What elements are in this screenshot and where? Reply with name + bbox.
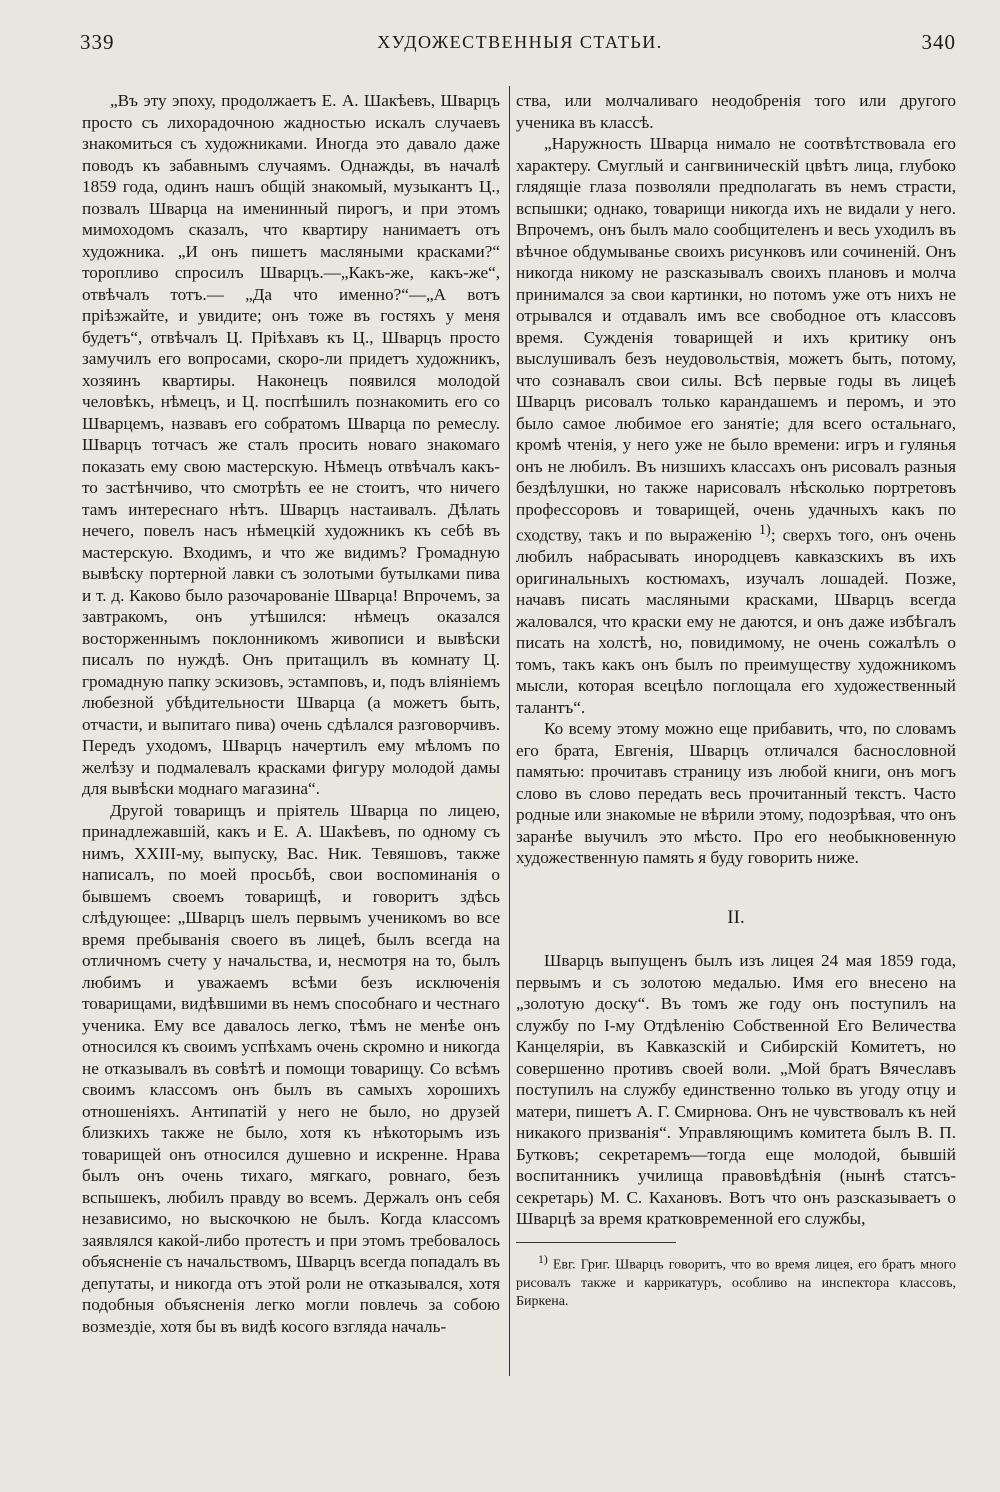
page-number-right: 340 (921, 30, 956, 54)
running-title: ХУДОЖЕСТВЕННЫЯ СТАТЬИ. (377, 32, 663, 52)
right-column (516, 90, 956, 1312)
paragraph: Другой товарищъ и пріятель Шварца по лицею, принадлежавшій, какъ и Е. А. Шакѣевъ, по одному съ нимъ, XXIII-му, выпуску, Вас. Ник. Тевяшовъ, также написалъ, по моей просьбѣ, свои воспоминанія о бывшемъ своемъ товарищѣ, и говоритъ здѣсь слѣдующее: „Шварцъ шелъ первымъ ученикомъ во все время пребыванія своего въ лицеѣ, былъ всегда на отличномъ счету у начальства, и, несмотря на то, былъ любимъ и уважаемъ всѣми безъ исключенія товарищами, видѣвшими въ немъ способнаго и честнаго ученика. Ему все давалось легко, тѣмъ не менѣе онъ относился къ своимъ успѣхамъ очень скромно и никогда не отказывалъ въ совѣтѣ и помощи товарищу. Со всѣмъ своимъ классомъ онъ былъ въ самыхъ хорошихъ отношеніяхъ. Антипатій у него не было, но друзей близкихъ также не было, хотя къ нѣкоторымъ изъ товарищей онъ относился душевно и искренне. Нрава былъ онъ очень тихаго, мягкаго, ровнаго, безъ вспышекъ, любилъ правду во всемъ. Держалъ онъ себя независимо, но выскочкою не былъ. Когда классомъ заявлялся какой-либо протестъ и при этомъ требовалось объясненіе съ начальствомъ, Шварцъ всегда попадалъ въ депутаты, и никогда отъ этой роли не отказывался, хотя подобныя объясненія легко могли повлечь за собою возмездіе, хотя бы въ видѣ косого взгляда началь- (82, 800, 500, 1336)
page-number-left: 339 (80, 30, 115, 54)
paragraph-text: „Наружность Шварца нимало не соотвѣтствовала его характеру. Смуглый и сангвиническій цвѣтъ лица, глубоко глядящіе глаза позволяли предполагать въ немъ страсти, вспышки; однако, товарищи никогда ихъ не видали у него. Впрочемъ, онъ былъ мало сообщителенъ и весь уходилъ въ вѣчное обдумыванье своихъ рисунковъ или сочиненій. Онъ никогда никому не разсказывалъ своихъ плановъ и молча принимался за свои картинки, но потомъ уже отъ нихъ не отрывался и отдавалъ имъ все свободное отъ классовъ время. Сужденія товарищей и ихъ критику онъ выслушивалъ безъ неудовольствія, можетъ быть, потому, что сознавалъ свои силы. Всѣ первые годы въ лицеѣ Шварцъ рисовалъ только карандашемъ и перомъ, и это было самое любимое его занятіе; для всего остальнаго, кромѣ чтенія, у него уже не было времени: игръ и гулянья онъ не любилъ. Въ низшихъ классахъ онъ рисовалъ разныя бездѣлушки, но также нарисовалъ нѣсколько портретовъ профессоровъ и товарищей, очень удачныхъ какъ по сходству, такъ и по выраженію (516, 134, 956, 545)
footnote-text: Евг. Григ. Шварцъ говоритъ, что во время лицея, его братъ много рисовалъ также и каррикатуръ, особливо на инспектора классовъ, Биркена. (516, 1257, 957, 1310)
paragraph: „Въ эту эпоху, продолжаетъ Е. А. Шакѣевъ, Шварцъ просто съ лихорадочною жадностью искалъ случаевъ знакомиться съ художниками. Иногда это давало даже поводъ къ забавнымъ случаямъ. Однажды, въ началѣ 1859 года, одинъ нашъ общій знакомый, музыкантъ Ц., позвалъ Шварца на именинный пирогъ, и при этомъ мимоходомъ сказалъ, что квартиру нанимаетъ отъ художника. „И онъ пишетъ масляными красками?“ торопливо спросилъ Шварцъ.—„Какъ-же, какъ-же“, отвѣчалъ тотъ.— „Да что именно?“—„А вотъ пріѣзжайте, и увидите; онъ тоже въ гостяхъ у меня будетъ“, отвѣчалъ Ц. Пріѣхавъ къ Ц., Шварцъ просто замучилъ его вопросами, скоро-ли придетъ художникъ, хозяинъ квартиры. Наконецъ появился молодой человѣкъ, нѣмецъ, и Ц. поспѣшилъ познакомить его со Шварцемъ, назвавъ его собратомъ Шварца по ремеслу. Шварцъ тотчасъ же сталъ просить новаго знакомаго показать ему свою мастерскую. Нѣмецъ отвѣчалъ какъ-то застѣнчиво, что смотрѣть ее не стоитъ, что ничего тамъ интереснаго нѣтъ. Шварцъ настаивалъ. Дѣлать нечего, повелъ насъ нѣмецкій художникъ къ себѣ въ мастерскую. Входимъ, и что же видимъ? Громадную вывѣску портерной лавки съ золотыми бутылками пива и т. д. Каково было разочарованіе Шварца! Впрочемъ, за завтракомъ, онъ утѣшился: нѣмецъ оказался восторженнымъ поклонникомъ живописи и вывѣски писалъ по нуждѣ. Онъ притащилъ въ комнату Ц. громадную папку эскизовъ, эстамповъ, и, подъ вліяніемъ любезной убѣдительности Шварца (а можетъ быть, отчасти, и выпитаго пива) очень сдѣлался разговорчивъ. Передъ уходомъ, Шварцъ начертилъ ему мѣломъ по желѣзу и подмалевалъ красками фигуру молодой дамы для вывѣски моднаго магазина“. (82, 91, 500, 798)
paragraph (516, 133, 956, 718)
paragraph-text: ; сверхъ того, онъ очень любилъ набрасывать инородцевъ кавказскихъ въ ихъ оригинальныхъ костюмахъ, изучалъ лошадей. Позже, начавъ писать масляными красками, Шварцъ всегда жаловался, что краски ему не даются, и онъ даже избѣгалъ писать на холстѣ, но, повидимому, не очень сожалѣлъ о томъ, такъ какъ онъ былъ по преимуществу художникомъ мысли, которая всецѣло поглощала его художественный талантъ“. (516, 525, 957, 717)
paragraph: Шварцъ выпущенъ былъ изъ лицея 24 мая 1859 года, первымъ и съ золотою медалью. Имя его внесено на „золотую доску“. Въ томъ же году онъ поступилъ на службу по I-му Отдѣленію Собственной Его Величества Канцеляріи, въ Кавказскій и Сибирскій Комитетъ, но совершенно противъ своей воли. „Мой братъ Вячеславъ поступилъ на службу единственно только въ угоду отцу и матери, пишетъ А. Г. Смирнова. Онъ не чувствовалъ къ ней никакого призванія“. Управляющимъ комитета былъ В. П. Бутковъ; секретаремъ—тогда еще молодой, бывшій воспитанникъ училища правовѣдѣнія (нынѣ статсъ-секретарь) М. С. Кахановъ. Вотъ что онъ разсказываетъ о Шварцѣ за время кратковременной его службы, (516, 951, 956, 1229)
paragraph: Ко всему этому можно еще прибавить, что, по словамъ его брата, Евгенія, Шварцъ отличался баснословной памятью: прочитавъ страницу изъ любой книги, онъ могъ слово въ слово передать весь прочитанный текстъ. Часто родные или знакомые не вѣрили этому, подозрѣвая, что онъ заранѣе выучилъ это мѣсто. Про его необыкновенную художественную память я буду говорить ниже. (516, 719, 956, 868)
section-heading: II. (727, 906, 745, 928)
footnote-marker: 1) (758, 522, 771, 538)
footnote-mark: 1) (538, 1252, 548, 1266)
paragraph: ства, или молчаливаго неодобренія того или другого ученика въ классѣ. (516, 91, 956, 132)
footnote (516, 1251, 956, 1312)
left-column (82, 90, 500, 1337)
column-divider (509, 86, 510, 1376)
page-header (80, 30, 960, 60)
footnote-rule (516, 1242, 676, 1243)
